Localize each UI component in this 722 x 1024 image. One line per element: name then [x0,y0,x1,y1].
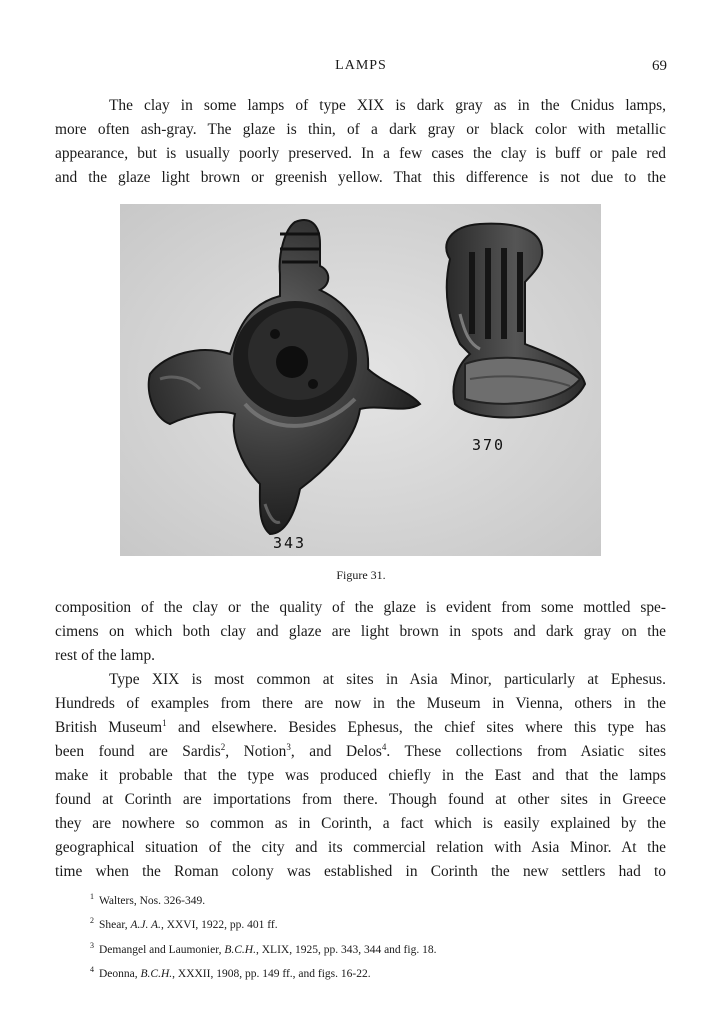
text-line: rest of the lamp. [55,647,156,664]
running-title: LAMPS [335,58,387,73]
text-line: Hundreds of examples from there are now in the Museum in Vienna, others in the [55,695,666,712]
text-line: time when the Roman colony was established in Corinth the new settlers had to [55,863,666,880]
footnote-3: $^3$ Demangel and Laumonier, B.C.H., XLIX, 1925, pp. 343, 344 and fig. 18. [90,940,437,956]
figure-label-370: 370 [472,436,506,454]
lamp-photo-graphic [120,204,601,556]
text-line: and the glaze light brown or greenish yellow. That this difference is not due to the [55,169,666,186]
footnote-2: $^2$ Shear, A.J. A., XXVI, 1922, pp. 401 ff. [90,916,278,932]
text-line: Type XIX is most common at sites in Asia Minor, particularly at Ephesus. [109,671,666,688]
figure-caption: Figure 31. [336,568,386,582]
text-line: British Museum$^1$ and elsewhere. Besides Ephesus, the chief sites where this type has [55,717,666,736]
text-line: found at Corinth are importations from there. Though found at other sites in Greece [55,791,666,808]
text-line: make it probable that the type was produced chiefly in the East and that the lamps [55,767,666,784]
text-line: appearance, but is usually poorly preserved. In a few cases the clay is buff or pale red [55,145,666,162]
page-header [0,58,722,78]
text-line: they are nowhere so common as in Corinth, a fact which is easily explained by the [55,815,666,832]
text-line: been found are Sardis$^2$, Notion$^3$, and Delos$^4$. These collections from Asiatic sites [55,741,666,760]
footnote-4: $^4$ Deonna, B.C.H., XXXII, 1908, pp. 149 ff., and figs. 16-22. [90,964,371,980]
paragraph-1 [55,94,666,190]
text-line: The clay in some lamps of type XIX is dark gray as in the Cnidus lamps, [109,97,666,114]
footnotes [90,887,650,984]
figure-label-343: 343 [273,534,307,552]
footnote-1: $^1$ Walters, Nos. 326-349. [90,892,206,907]
figure-31-photograph [120,204,601,556]
text-line: composition of the clay or the quality of the glaze is evident from some mottled spe- [55,599,666,616]
paragraph-2 [55,596,666,884]
text-line: more often ash-gray. The glaze is thin, of a dark gray or black color with metallic [55,121,666,138]
footnote-ref: 2 [220,741,226,752]
footnote-ref: 1 [162,717,167,728]
footnote-ref: 4 [381,741,387,752]
text-line: cimens on which both clay and glaze are light brown in spots and dark gray on the [55,623,666,640]
footnote-ref: 3 [286,741,291,752]
text-line: geographical situation of the city and its commercial relation with Asia Minor. At the [55,839,666,856]
page-number: 69 [652,58,667,74]
